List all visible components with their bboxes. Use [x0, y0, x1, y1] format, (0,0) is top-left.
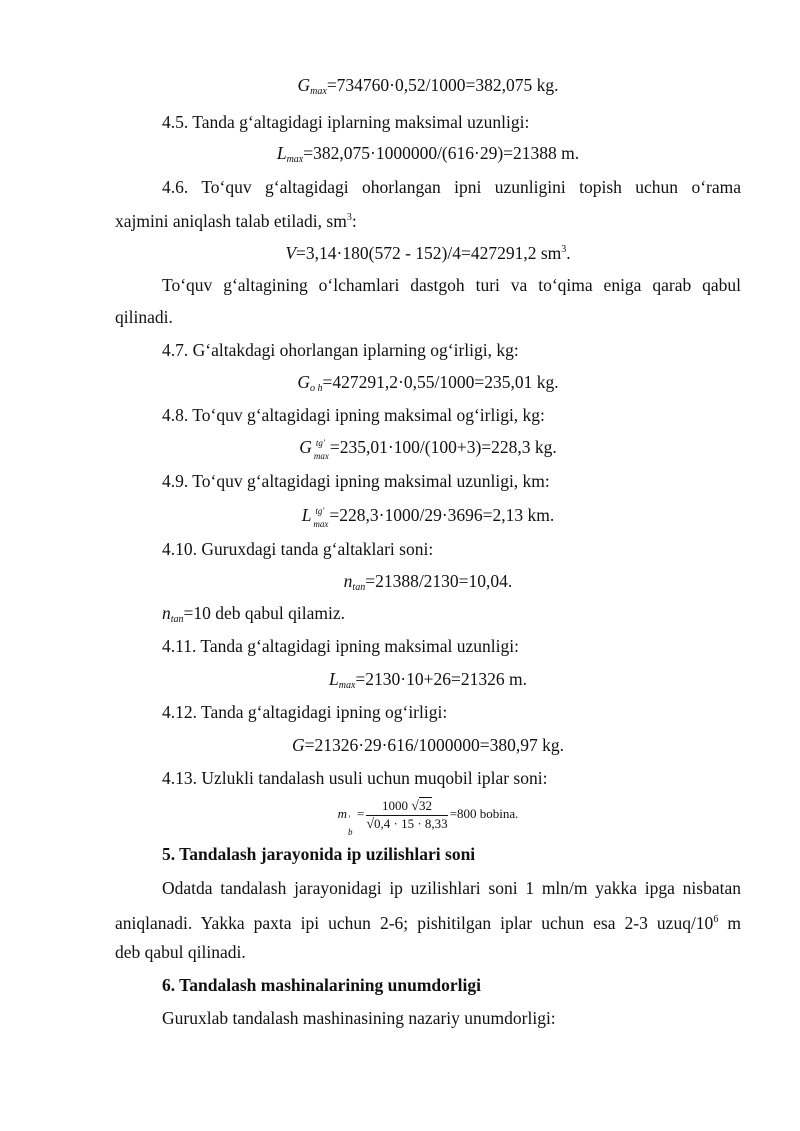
section-4-6-line2: xajmini aniqlash talab etiladi, $sm^3$: — [115, 211, 357, 231]
formula-goh: $G_{o h}=427291,2\cdot 0,55/1000=235,01$ kg. — [297, 372, 559, 394]
paragraph-breaks-line1: Odatda tandalash jarayonidagi ip uzilishlari soni 1 mln/m yakka ipga nisbatan — [162, 878, 741, 898]
paragraph-breaks-line2: aniqlanadi. Yakka paxta ipi uchun 2-6; pishitilgan iplar uchun esa 2-3 uzuq/$10^6$ m — [115, 913, 741, 933]
formula-gmax: $G_{max}=734760\cdot 0,52/1000=382,075$ kg. — [297, 75, 559, 97]
paragraph-beam-dimensions-line2: qilinadi. — [115, 307, 173, 327]
formula-mb: m ' b = $\frac{1000 √32}{√0,4 \cdot 15 \cdot 8,33}$ =800 bobina. — [337, 797, 519, 837]
section-4-11: 4.11. Tanda g‘altagidagi ipning maksimal uzunligi: — [162, 636, 519, 656]
formula-lmax: $L_{max}=382,075\cdot 1000000/(616\cdot 29)=21388$ m. — [276, 143, 580, 165]
formula-ntan: $n_{tan}=21388/2130=10,04$. — [343, 571, 513, 593]
section-4-10: 4.10. Guruxdagi tanda g‘altaklari soni: — [162, 539, 434, 559]
sqrt-icon: √ — [366, 816, 375, 832]
section-4-7: 4.7. G‘altakdagi ohorlangan iplarning og‘irligi, kg: — [162, 340, 519, 360]
section-4-8: 4.8. To‘quv g‘altagidagi ipning maksimal og‘irligi, kg: — [162, 405, 545, 425]
formula-volume: V=3,14·180(572 - 152)/4=427291,2 $sm^3$. — [285, 243, 571, 263]
formula-lmax-2: $L_{max}=2130\cdot 10+26=21326$ m. — [329, 669, 527, 691]
section-4-12: 4.12. Tanda g‘altagidagi ipning og‘irligi: — [162, 702, 448, 722]
formula-gmax-tg: G tg' max =235,01·100/(100+3)=228,3 kg. — [299, 437, 557, 461]
paragraph-breaks-line3: deb qabul qilinadi. — [115, 942, 246, 962]
section-4-13: 4.13. Uzlukli tandalash usuli uchun muqobil iplar soni: — [162, 768, 548, 788]
heading-section-5: 5. Tandalash jarayonida ip uzilishlari soni — [162, 844, 476, 864]
mb-fraction: $\frac{1000 √32}{√0,4 \cdot 15 \cdot 8,33}$ — [366, 797, 448, 832]
paragraph-productivity: Guruxlab tandalash mashinasining nazariy unumdorligi: — [162, 1008, 556, 1028]
section-4-5: 4.5. Tanda g‘altagidagi iplarning maksimal uzunligi: — [162, 112, 530, 132]
formula-g-weight: G=21326·29·616/1000000=380,97 kg. — [291, 735, 565, 755]
paragraph-ntan-accepted: $n_{tan}=10$ deb qabul qilamiz. — [162, 603, 346, 625]
heading-section-6: 6. Tandalash mashinalarining unumdorligi — [162, 975, 482, 995]
section-4-9: 4.9. To‘quv g‘altagidagi ipning maksimal uzunligi, km: — [162, 471, 550, 491]
sqrt-icon: √ — [411, 798, 419, 814]
paragraph-beam-dimensions-line1: To‘quv g‘altagining o‘lchamlari dastgoh turi va to‘qima eniga qarab qabul — [162, 275, 741, 295]
formula-lmax-tg: L tg' max =228,3·1000/29·3696=2,13 km. — [301, 505, 555, 529]
section-4-6-line1: 4.6. To‘quv g‘altagidagi ohorlangan ipni uzunligini topish uchun o‘rama — [162, 177, 741, 197]
